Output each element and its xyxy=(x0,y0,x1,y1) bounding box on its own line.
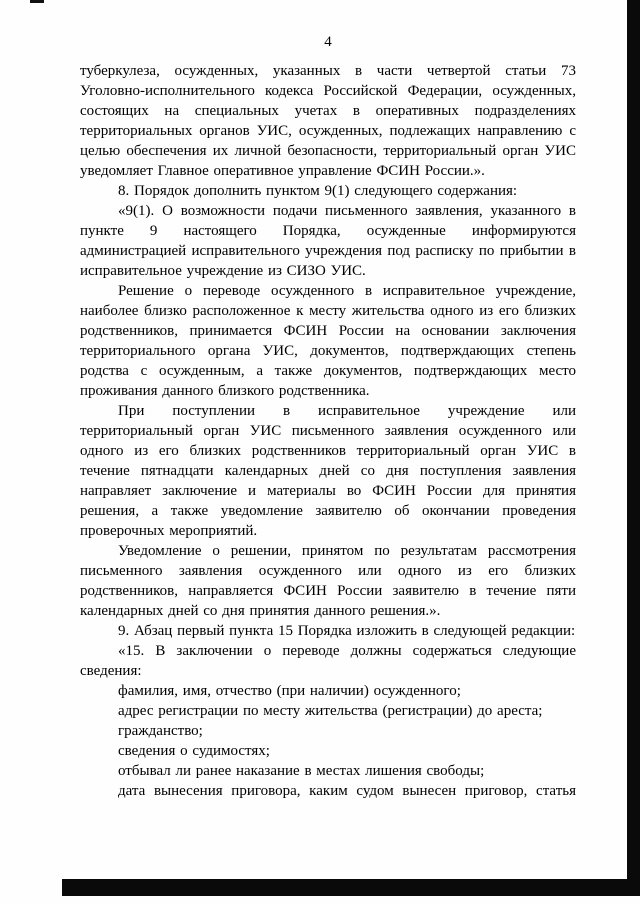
paragraph-notification: Уведомление о решении, принятом по результатам рассмотрения письменного заявления осужденного или одного из его близких родственников, направляется ФСИН России заявителю в течение пяти календарных дней со дня принятия данного решения.». xyxy=(80,543,576,619)
page-number: 4 xyxy=(324,34,332,50)
scan-artifact-bottom-edge xyxy=(62,879,640,896)
list-item-citizenship: гражданство; xyxy=(118,723,203,739)
paragraph-receipt: При поступлении в исправительное учреждение или территориальный орган УИС письменного заявления осужденного или одного из его близких родственников территориальный орган УИС в течение пятнадцати календарных дней со дня поступления заявления направляет заключение и материалы во ФСИН России для принятия решения, а также уведомление заявителю об окончании проведения проверочных мероприятий. xyxy=(80,403,576,539)
list-item-prior-sentence: отбывал ли ранее наказание в местах лишения свободы; xyxy=(118,763,485,779)
scan-artifact-top xyxy=(30,0,44,3)
paragraph-9-1-intro: «9(1). О возможности подачи письменного заявления, указанного в пункте 9 настоящего Порядка, осужденные информируются администрацией исправительного учреждения под расписку по прибытии в исправительное учреждение из СИЗО УИС. xyxy=(80,203,576,279)
paragraph-item-8: 8. Порядок дополнить пунктом 9(1) следующего содержания: xyxy=(118,183,518,199)
list-item-verdict-date: дата вынесения приговора, каким судом вынесен приговор, статья xyxy=(118,783,576,799)
list-item-address: адрес регистрации по месту жительства (регистрации) до ареста; xyxy=(118,703,543,719)
paragraph-item-9: 9. Абзац первый пункта 15 Порядка изложить в следующей редакции: xyxy=(118,623,576,639)
paragraph-continuation: туберкулеза, осужденных, указанных в части четвертой статьи 73 Уголовно-исполнительного кодекса Российской Федерации, осужденных, состоящих на специальных учетах в оперативных подразделениях территориальных органов УИС, осужденных, подлежащих направлению с целью обеспечения их личной безопасности, территориальный орган УИС уведомляет Главное оперативное управление ФСИН России.». xyxy=(80,63,576,179)
paragraph-decision: Решение о переводе осужденного в исправительное учреждение, наиболее близко расположенное к месту жительства одного из его близких родственников, принимается ФСИН России на основании заключения территориального органа УИС, документов, подтверждающих степень родства с осужденным, а также документов, подтверждающих место проживания данного близкого родственника. xyxy=(80,283,576,399)
list-item-name: фамилия, имя, отчество (при наличии) осужденного; xyxy=(118,683,461,699)
list-item-convictions: сведения о судимостях; xyxy=(118,743,270,759)
paragraph-item-15: «15. В заключении о переводе должны содержаться следующие сведения: xyxy=(80,643,576,679)
document-text-block xyxy=(80,61,576,801)
scan-artifact-right-edge xyxy=(627,0,640,896)
